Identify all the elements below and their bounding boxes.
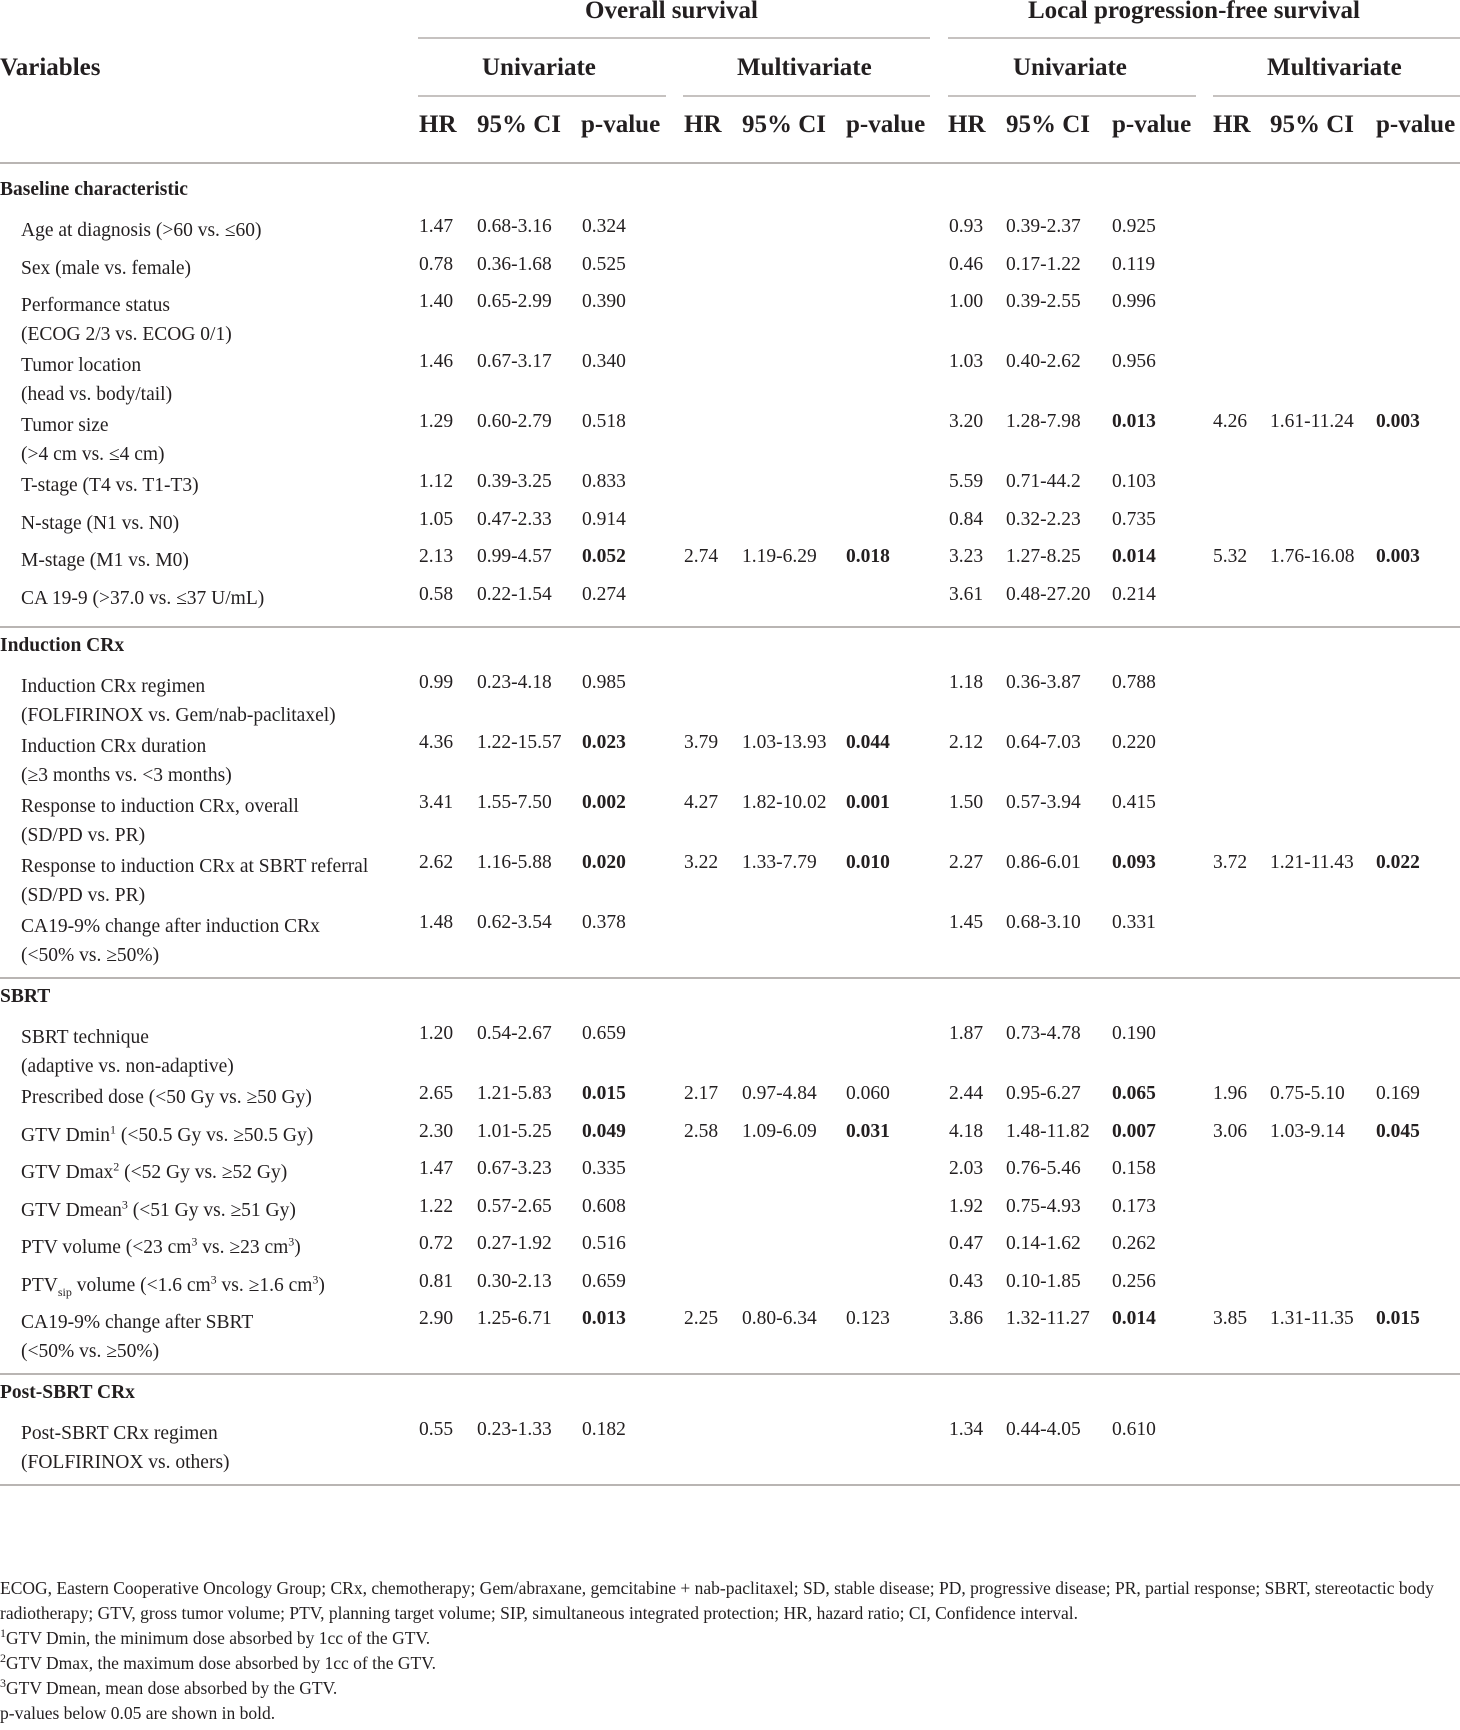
- os-u-p-value-cell: 0.182: [582, 1419, 626, 1440]
- os-u-ci-cell: 0.62-3.54: [477, 912, 552, 933]
- lp-u-p-value-cell: 0.190: [1112, 1023, 1156, 1044]
- lp-u-ci-cell: 0.10-1.85: [1006, 1270, 1081, 1292]
- row-variable: [21, 254, 191, 283]
- table-row: [0, 1270, 1460, 1311]
- os-m-ci-cell: 1.03-13.93: [742, 732, 827, 753]
- os-u-p-value-cell: 0.324: [582, 216, 626, 237]
- lp-u-p-value-cell: 0.610: [1112, 1419, 1156, 1440]
- lp-u-p-value-cell: 0.103: [1112, 471, 1156, 492]
- section-title: SBRT: [0, 986, 51, 1007]
- lp-m-ci-cell: 1.61-11.24: [1270, 411, 1354, 432]
- lp-u-hr-cell: 0.84: [949, 508, 984, 530]
- os-m-hr-cell: 2.17: [684, 1083, 719, 1104]
- row-variable-line: (<50% vs. ≥50%): [21, 1341, 160, 1362]
- row-variable-line: Tumor size: [21, 415, 109, 436]
- lp-u-p-value-cell: 0.007: [1112, 1120, 1156, 1142]
- os-u-p-value-cell: 0.985: [582, 672, 626, 693]
- os-u-hr-cell: 0.99: [419, 672, 454, 693]
- os-m-p-value-cell: 0.123: [846, 1308, 890, 1329]
- lp-u-hr-cell: 1.34: [949, 1419, 984, 1440]
- os-u-ci-cell: 1.01-5.25: [477, 1120, 552, 1142]
- lp-m-hr-cell: 3.72: [1213, 852, 1248, 873]
- os-u-hr-cell: 1.20: [419, 1023, 454, 1044]
- row-variable-line: T-stage (T4 vs. T1-T3): [21, 475, 199, 496]
- os-u-hr-cell: 0.55: [419, 1419, 454, 1440]
- footnote-2: $^2$GTV Dmax, the maximum dose absorbed by 1cc of the GTV.: [0, 1651, 436, 1673]
- os-u-ci-cell: 1.21-5.83: [477, 1083, 552, 1104]
- table-row: [0, 914, 1460, 974]
- os-u-hr-cell: 1.47: [419, 216, 454, 237]
- os-u-p-value-header: p-value: [581, 111, 661, 138]
- row-variable-line: GTV Dmin$^1$ (<50.5 Gy vs. ≥50.5 Gy): [21, 1122, 314, 1146]
- row-variable-line: (FOLFIRINOX vs. Gem/nab-paclitaxel): [21, 705, 336, 726]
- row-variable-line: CA19-9% change after SBRT: [21, 1312, 254, 1333]
- table-row: [0, 1195, 1460, 1236]
- lp-u-p-value-cell: 0.014: [1112, 1308, 1156, 1329]
- row-variable: [21, 546, 189, 575]
- lp-u-hr-cell: 1.45: [949, 912, 984, 933]
- lp-u-ci-cell: 0.64-7.03: [1006, 732, 1081, 753]
- os-m-ci-cell: 0.80-6.34: [742, 1308, 817, 1329]
- lp-u-ci-cell: 0.39-2.55: [1006, 291, 1081, 312]
- row-variable-line: GTV Dmax$^2$ (<52 Gy vs. ≥52 Gy): [21, 1159, 288, 1183]
- lp-u-hr-cell: 1.03: [949, 351, 984, 372]
- lp-u-hr-cell: 0.43: [949, 1270, 984, 1292]
- os-u-ci-cell: 0.22-1.54: [477, 583, 552, 605]
- table-row: [0, 794, 1460, 854]
- os-u-p-value-cell: 0.833: [582, 471, 626, 492]
- row-variable-line: Tumor location: [21, 355, 142, 376]
- row-variable: [21, 1419, 230, 1477]
- lp-m-ci-cell: 1.76-16.08: [1270, 546, 1355, 567]
- os-u-ci-cell: 1.55-7.50: [477, 792, 552, 813]
- os-m-hr-cell: 4.27: [684, 792, 719, 813]
- table-row: [0, 293, 1460, 353]
- lp-m-hr-header: HR: [1213, 111, 1251, 138]
- os-u-p-value-cell: 0.378: [582, 912, 626, 933]
- row-variable-line: Response to induction CRx, overall: [21, 796, 299, 817]
- os-u-p-value-cell: 0.525: [582, 253, 626, 275]
- os-m-hr-cell: 2.58: [684, 1120, 719, 1142]
- row-variable-line: CA 19-9 (>37.0 vs. ≤37 U/mL): [21, 587, 265, 609]
- variables-header: Variables: [0, 54, 101, 81]
- os-u-p-value-cell: 0.518: [582, 411, 626, 432]
- table-row: [0, 1160, 1460, 1198]
- row-variable: [21, 672, 336, 730]
- lp-u-hr-cell: 2.12: [949, 732, 984, 753]
- table-row: [0, 1310, 1460, 1370]
- lp-u-p-value-cell: 0.014: [1112, 546, 1156, 567]
- lp-u-p-value-cell: 0.214: [1112, 583, 1156, 605]
- footnote-3: $^3$GTV Dmean, mean dose absorbed by the GTV.: [0, 1676, 338, 1698]
- lp-u-p-value-cell: 0.262: [1112, 1233, 1156, 1254]
- os-u-hr-cell: 2.90: [419, 1308, 454, 1329]
- row-variable: [21, 584, 264, 613]
- os-u-p-value-cell: 0.335: [582, 1158, 626, 1179]
- os-m-p-value-cell: 0.031: [846, 1120, 890, 1142]
- os-multivariate-header: Multivariate: [737, 54, 872, 81]
- os-u-hr-cell: 2.30: [419, 1120, 454, 1142]
- lp-u-ci-cell: 0.36-3.87: [1006, 672, 1081, 693]
- os-u-ci-cell: 0.23-4.18: [477, 672, 552, 693]
- lp-u-hr-cell: 1.18: [949, 672, 984, 693]
- table-row: [0, 1120, 1460, 1161]
- footnote-abbreviations: ECOG, Eastern Cooperative Oncology Group; CRx, chemotherapy; Gem/abraxane, gemcitabine + nab-paclitaxel; SD, stable disease; PD, progressive disease; PR, partial response; SBRT, stereotactic body radiotherapy; GTV, gross tumor volume; PTV, planning target volume; SIP, simultaneous integrated protection; HR, hazard ratio; CI, Confidence interval.: [0, 1578, 1434, 1623]
- os-u-p-value-cell: 0.608: [582, 1195, 626, 1217]
- lp-u-ci-cell: 1.32-11.27: [1006, 1308, 1090, 1329]
- os-u-ci-cell: 0.27-1.92: [477, 1233, 552, 1254]
- table-row: [0, 1085, 1460, 1123]
- section-divider: [0, 626, 1460, 628]
- os-univariate-header: Univariate: [482, 54, 596, 81]
- lp-m-ci-cell: 1.21-11.43: [1270, 852, 1354, 873]
- os-u-p-value-cell: 0.020: [582, 852, 626, 873]
- os-u-ci-cell: 0.67-3.17: [477, 351, 552, 372]
- lp-m-p-value-cell: 0.169: [1376, 1083, 1420, 1104]
- lp-u-hr-cell: 1.00: [949, 291, 984, 312]
- section-title: Post-SBRT CRx: [0, 1382, 135, 1403]
- os-m-p-value-cell: 0.044: [846, 732, 890, 753]
- os-u-ci-cell: 0.23-1.33: [477, 1419, 552, 1440]
- os-m-hr-header: HR: [684, 111, 722, 138]
- group-header-local-pfs: Local progression-free survival: [1028, 0, 1360, 24]
- lp-u-p-value-cell: 0.788: [1112, 672, 1156, 693]
- os-u-p-value-cell: 0.049: [582, 1120, 626, 1142]
- footnote-1: $^1$GTV Dmin, the minimum dose absorbed by 1cc of the GTV.: [0, 1626, 431, 1648]
- lp-u-p-value-header: p-value: [1112, 111, 1192, 138]
- os-u-p-value-cell: 0.390: [582, 291, 626, 312]
- header-bottom-rule: [0, 162, 1460, 164]
- group-lpfs-underline: [948, 37, 1460, 39]
- lp-u-ci-cell: 0.86-6.01: [1006, 852, 1081, 873]
- lp-m-hr-cell: 3.06: [1213, 1120, 1248, 1142]
- os-u-hr-cell: 0.72: [419, 1233, 454, 1254]
- row-variable: [21, 509, 179, 538]
- lp-u-p-value-cell: 0.119: [1112, 253, 1156, 275]
- os-m-ci-header: 95% CI: [742, 111, 827, 138]
- lp-u-hr-cell: 1.87: [949, 1023, 984, 1044]
- row-variable: [21, 852, 368, 910]
- table-row: [0, 413, 1460, 473]
- table-row: [0, 508, 1460, 549]
- table-row: [0, 253, 1460, 294]
- table-row: [0, 473, 1460, 511]
- os-u-hr-cell: 1.47: [419, 1158, 454, 1179]
- os-u-ci-cell: 0.68-3.16: [477, 216, 552, 237]
- lp-u-ci-header: 95% CI: [1006, 111, 1091, 138]
- lp-u-hr-cell: 2.27: [949, 852, 984, 873]
- lp-m-ci-cell: 1.03-9.14: [1270, 1120, 1345, 1142]
- row-variable-line: (ECOG 2/3 vs. ECOG 0/1): [21, 324, 232, 345]
- os-m-p-value-header: p-value: [846, 111, 926, 138]
- row-variable-line: (adaptive vs. non-adaptive): [21, 1056, 234, 1077]
- row-variable: [21, 291, 232, 349]
- section-divider: [0, 977, 1460, 979]
- lp-u-p-value-cell: 0.256: [1112, 1270, 1156, 1292]
- lp-u-ci-cell: 0.40-2.62: [1006, 351, 1081, 372]
- lp-m-ci-cell: 0.75-5.10: [1270, 1083, 1345, 1104]
- os-u-ci-cell: 0.57-2.65: [477, 1195, 552, 1217]
- os-u-p-value-cell: 0.023: [582, 732, 626, 753]
- row-variable-line: Prescribed dose (<50 Gy vs. ≥50 Gy): [21, 1087, 312, 1108]
- row-variable: [21, 471, 199, 500]
- row-variable-line: Post-SBRT CRx regimen: [21, 1423, 218, 1444]
- row-variable-line: (SD/PD vs. PR): [21, 825, 146, 846]
- os-m-p-value-cell: 0.001: [846, 792, 890, 813]
- row-variable: [21, 1158, 287, 1187]
- row-variable-line: Performance status: [21, 295, 170, 316]
- lpfs-univariate-underline: [948, 95, 1196, 97]
- table-row: [0, 583, 1460, 624]
- os-u-hr-cell: 0.81: [419, 1270, 454, 1292]
- row-variable-line: Induction CRx regimen: [21, 676, 206, 697]
- row-variable-line: (≥3 months vs. <3 months): [21, 765, 232, 786]
- os-m-hr-cell: 3.79: [684, 732, 719, 753]
- lp-u-hr-cell: 4.18: [949, 1120, 984, 1142]
- row-variable: [21, 732, 232, 790]
- os-u-p-value-cell: 0.516: [582, 1233, 626, 1254]
- os-u-ci-cell: 1.16-5.88: [477, 852, 552, 873]
- os-u-ci-cell: 0.65-2.99: [477, 291, 552, 312]
- table-row: [0, 1235, 1460, 1273]
- row-variable: [21, 1233, 301, 1262]
- os-m-hr-cell: 2.74: [684, 546, 719, 567]
- os-u-p-value-cell: 0.914: [582, 508, 626, 530]
- lp-u-ci-cell: 0.44-4.05: [1006, 1419, 1081, 1440]
- lp-u-p-value-cell: 0.013: [1112, 411, 1156, 432]
- row-variable-line: Induction CRx duration: [21, 736, 207, 757]
- os-u-ci-header: 95% CI: [477, 111, 562, 138]
- row-variable-line: GTV Dmean$^3$ (<51 Gy vs. ≥51 Gy): [21, 1197, 296, 1221]
- lp-u-p-value-cell: 0.065: [1112, 1083, 1156, 1104]
- lp-u-p-value-cell: 0.735: [1112, 508, 1156, 530]
- row-variable-line: (FOLFIRINOX vs. others): [21, 1452, 230, 1473]
- lp-u-hr-cell: 0.47: [949, 1233, 984, 1254]
- section-divider: [0, 1373, 1460, 1375]
- lp-m-p-value-cell: 0.045: [1376, 1120, 1420, 1142]
- os-u-hr-cell: 2.62: [419, 852, 454, 873]
- lp-u-ci-cell: 0.57-3.94: [1006, 792, 1081, 813]
- os-m-ci-cell: 0.97-4.84: [742, 1083, 817, 1104]
- row-variable-line: PTV volume (<23 $cm^3$ vs. ≥23 $cm^3$): [21, 1234, 301, 1258]
- group-os-underline: [418, 37, 930, 39]
- os-u-ci-cell: 0.54-2.67: [477, 1023, 552, 1044]
- lp-u-p-value-cell: 0.093: [1112, 852, 1156, 873]
- lp-u-hr-header: HR: [948, 111, 986, 138]
- lp-u-ci-cell: 0.76-5.46: [1006, 1158, 1081, 1179]
- lp-m-hr-cell: 4.26: [1213, 411, 1248, 432]
- lp-u-ci-cell: 0.95-6.27: [1006, 1083, 1081, 1104]
- row-variable: [21, 1308, 253, 1366]
- row-variable: [21, 1271, 325, 1300]
- lp-m-ci-cell: 1.31-11.35: [1270, 1308, 1354, 1329]
- lp-u-ci-cell: 0.39-2.37: [1006, 216, 1081, 237]
- footnote-bold-note: p-values below 0.05 are shown in bold.: [0, 1703, 276, 1723]
- os-u-hr-cell: 1.48: [419, 912, 454, 933]
- lp-u-hr-cell: 3.20: [949, 411, 984, 432]
- row-variable: [21, 411, 165, 469]
- lp-u-hr-cell: 3.61: [949, 583, 984, 605]
- os-m-hr-cell: 2.25: [684, 1308, 719, 1329]
- os-u-ci-cell: 0.36-1.68: [477, 253, 552, 275]
- lp-u-ci-cell: 0.68-3.10: [1006, 912, 1081, 933]
- row-variable: [21, 1121, 313, 1150]
- row-variable-line: (<50% vs. ≥50%): [21, 945, 160, 966]
- os-u-hr-cell: 4.36: [419, 732, 454, 753]
- os-u-p-value-cell: 0.340: [582, 351, 626, 372]
- os-u-ci-cell: 0.67-3.23: [477, 1158, 552, 1179]
- lp-u-p-value-cell: 0.331: [1112, 912, 1156, 933]
- lp-u-hr-cell: 3.23: [949, 546, 984, 567]
- lp-u-p-value-cell: 0.173: [1112, 1195, 1156, 1217]
- group-header-overall-survival: Overall survival: [585, 0, 758, 24]
- row-variable-line: (head vs. body/tail): [21, 384, 173, 405]
- lp-u-p-value-cell: 0.158: [1112, 1158, 1156, 1179]
- lpfs-multivariate-underline: [1213, 95, 1460, 97]
- os-u-hr-cell: 1.46: [419, 351, 454, 372]
- table-row: [0, 353, 1460, 413]
- lp-u-ci-cell: 0.75-4.93: [1006, 1195, 1081, 1217]
- os-m-p-value-cell: 0.060: [846, 1083, 890, 1104]
- lp-u-ci-cell: 0.48-27.20: [1006, 583, 1091, 605]
- os-u-ci-cell: 0.60-2.79: [477, 411, 552, 432]
- lp-u-ci-cell: 0.14-1.62: [1006, 1233, 1081, 1254]
- table-row: [0, 1421, 1460, 1481]
- os-u-p-value-cell: 0.015: [582, 1083, 626, 1104]
- lp-u-hr-cell: 3.86: [949, 1308, 984, 1329]
- table-bottom-rule: [0, 1484, 1460, 1486]
- table-row: [0, 548, 1460, 586]
- row-variable: [21, 216, 262, 245]
- row-variable-line: $PTV_{sip}$ volume (<1.6 $cm^3$ vs. ≥1.6 $cm^3$): [21, 1272, 325, 1299]
- os-u-hr-cell: 1.22: [419, 1195, 454, 1217]
- table-row: [0, 1025, 1460, 1085]
- lp-m-hr-cell: 5.32: [1213, 546, 1248, 567]
- os-u-ci-cell: 0.99-4.57: [477, 546, 552, 567]
- lp-u-hr-cell: 0.93: [949, 216, 984, 237]
- os-u-hr-cell: 2.13: [419, 546, 454, 567]
- lp-m-p-value-header: p-value: [1376, 111, 1456, 138]
- os-m-hr-cell: 3.22: [684, 852, 719, 873]
- row-variable: [21, 1196, 296, 1225]
- table-row: [0, 218, 1460, 256]
- os-u-hr-cell: 1.40: [419, 291, 454, 312]
- lp-u-hr-cell: 1.92: [949, 1195, 984, 1217]
- os-u-p-value-cell: 0.659: [582, 1270, 626, 1292]
- row-variable-line: N-stage (N1 vs. N0): [21, 512, 180, 534]
- row-variable-line: SBRT technique: [21, 1027, 149, 1048]
- lp-u-hr-cell: 5.59: [949, 471, 984, 492]
- os-u-hr-cell: 0.78: [419, 253, 454, 275]
- lp-u-hr-cell: 2.03: [949, 1158, 984, 1179]
- row-variable: [21, 1023, 234, 1081]
- lp-u-ci-cell: 0.17-1.22: [1006, 253, 1081, 275]
- os-m-ci-cell: 1.19-6.29: [742, 546, 817, 567]
- lp-u-hr-cell: 1.50: [949, 792, 984, 813]
- os-u-hr-cell: 1.05: [419, 508, 454, 530]
- lp-u-hr-cell: 2.44: [949, 1083, 984, 1104]
- os-u-ci-cell: 0.30-2.13: [477, 1270, 552, 1292]
- lp-u-p-value-cell: 0.996: [1112, 291, 1156, 312]
- os-u-ci-cell: 0.39-3.25: [477, 471, 552, 492]
- lp-u-ci-cell: 1.48-11.82: [1006, 1120, 1090, 1142]
- row-variable: [21, 792, 299, 850]
- lp-m-p-value-cell: 0.003: [1376, 546, 1420, 567]
- os-univariate-underline: [418, 95, 666, 97]
- lp-u-ci-cell: 1.28-7.98: [1006, 411, 1081, 432]
- lp-u-p-value-cell: 0.925: [1112, 216, 1156, 237]
- row-variable: [21, 1083, 312, 1112]
- lp-u-ci-cell: 1.27-8.25: [1006, 546, 1081, 567]
- lp-m-hr-cell: 1.96: [1213, 1083, 1248, 1104]
- lp-m-ci-header: 95% CI: [1270, 111, 1355, 138]
- lp-u-hr-cell: 0.46: [949, 253, 984, 275]
- os-u-ci-cell: 0.47-2.33: [477, 508, 552, 530]
- row-variable-line: Age at diagnosis (>60 vs. ≤60): [21, 220, 262, 241]
- row-variable-line: Response to induction CRx at SBRT referral: [21, 856, 369, 877]
- lp-u-ci-cell: 0.73-4.78: [1006, 1023, 1081, 1044]
- os-u-p-value-cell: 0.013: [582, 1308, 626, 1329]
- os-m-p-value-cell: 0.010: [846, 852, 890, 873]
- lp-u-p-value-cell: 0.415: [1112, 792, 1156, 813]
- footnotes: [0, 1576, 1460, 1726]
- row-variable: [21, 351, 172, 409]
- os-m-ci-cell: 1.09-6.09: [742, 1120, 817, 1142]
- os-u-p-value-cell: 0.274: [582, 583, 626, 605]
- lp-m-p-value-cell: 0.015: [1376, 1308, 1420, 1329]
- lpfs-univariate-header: Univariate: [1013, 54, 1127, 81]
- lp-u-ci-cell: 0.32-2.23: [1006, 508, 1081, 530]
- os-u-ci-cell: 1.22-15.57: [477, 732, 562, 753]
- row-variable-line: M-stage (M1 vs. M0): [21, 550, 189, 571]
- section-title: Induction CRx: [0, 635, 125, 656]
- lp-m-p-value-cell: 0.003: [1376, 411, 1420, 432]
- os-u-ci-cell: 1.25-6.71: [477, 1308, 552, 1329]
- os-u-p-value-cell: 0.659: [582, 1023, 626, 1044]
- lpfs-multivariate-header: Multivariate: [1267, 54, 1402, 81]
- row-variable-line: (SD/PD vs. PR): [21, 885, 146, 906]
- os-u-hr-cell: 0.58: [419, 583, 454, 605]
- lp-m-p-value-cell: 0.022: [1376, 852, 1420, 873]
- lp-u-ci-cell: 0.71-44.2: [1006, 471, 1081, 492]
- os-u-hr-cell: 1.29: [419, 411, 454, 432]
- os-m-ci-cell: 1.82-10.02: [742, 792, 827, 813]
- row-variable-line: (>4 cm vs. ≤4 cm): [21, 444, 165, 465]
- os-u-p-value-cell: 0.002: [582, 792, 626, 813]
- row-variable: [21, 912, 320, 970]
- os-m-p-value-cell: 0.018: [846, 546, 890, 567]
- lp-m-hr-cell: 3.85: [1213, 1308, 1248, 1329]
- table-row: [0, 734, 1460, 794]
- os-multivariate-underline: [683, 95, 930, 97]
- os-u-hr-cell: 1.12: [419, 471, 454, 492]
- row-variable-line: Sex (male vs. female): [21, 257, 192, 279]
- os-m-ci-cell: 1.33-7.79: [742, 852, 817, 873]
- lp-u-p-value-cell: 0.956: [1112, 351, 1156, 372]
- section-title: Baseline characteristic: [0, 179, 188, 200]
- os-u-hr-cell: 2.65: [419, 1083, 454, 1104]
- lp-u-p-value-cell: 0.220: [1112, 732, 1156, 753]
- os-u-hr-header: HR: [419, 111, 457, 138]
- table-row: [0, 854, 1460, 914]
- os-u-hr-cell: 3.41: [419, 792, 454, 813]
- row-variable-line: CA19-9% change after induction CRx: [21, 916, 320, 937]
- table-row: [0, 674, 1460, 734]
- os-u-p-value-cell: 0.052: [582, 546, 626, 567]
